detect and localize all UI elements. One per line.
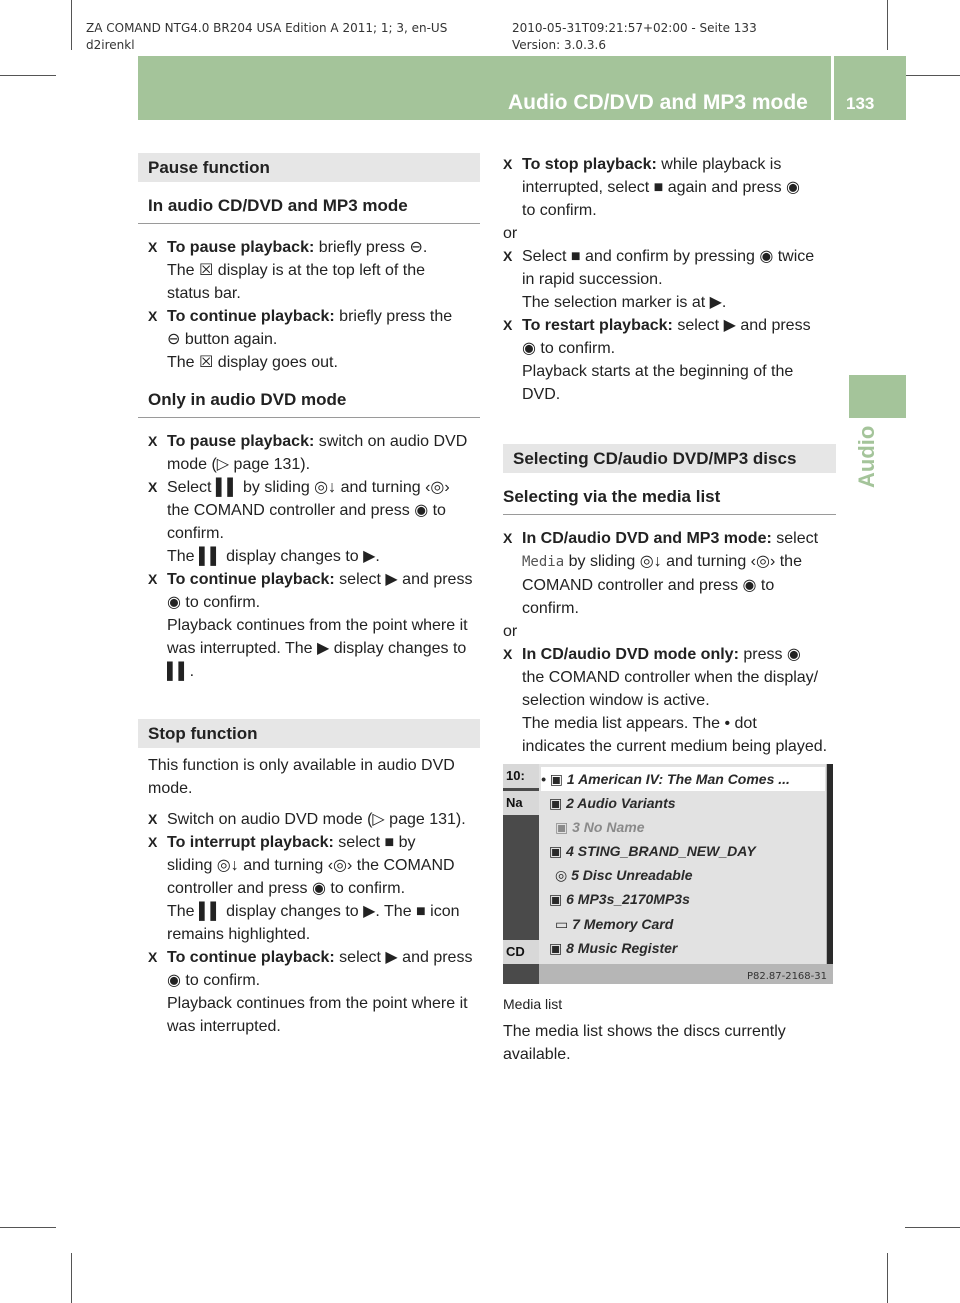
crop-mark [0,75,56,76]
subheading-dvd-only: Only in audio DVD mode [138,388,480,418]
image-code: P82.87-2168-31 [746,971,827,982]
image-caption: Media list [503,996,563,1012]
step-text: press ◉ [738,646,801,663]
step-arrow-icon: X [148,308,158,324]
step-text: interrupted, select ■ again and press ◉ [522,179,800,196]
step-text: briefly press ⊖. [314,239,428,256]
media-list-item: ▣ 6 MP3s_2170MP3s [549,891,690,907]
page-number: 133 [846,94,875,113]
step-text: select [771,530,819,547]
step-arrow-icon: X [503,317,513,333]
step-text: The ▌▌ display changes to ▶. [167,548,380,565]
step-text: ◉ to confirm. [522,340,616,357]
meta-right-line2: Version: 3.0.3.6 [512,38,606,52]
right-column [503,153,836,758]
step-item [148,831,480,946]
step-label: In CD/audio DVD and MP3 mode: [522,530,772,547]
step-arrow-icon: X [148,479,158,495]
media-list-item: • ▣ 1 American IV: The Man Comes ... [541,767,825,791]
step-text: in rapid succession. [522,271,663,288]
subheading-media-list: Selecting via the media list [503,485,836,515]
step-text: ▌▌. [167,663,195,680]
crop-mark [71,1253,72,1303]
step-text: DVD. [522,386,561,403]
step-item [148,568,480,683]
step-arrow-icon: X [148,239,158,255]
caption-body: The media list shows the discs currently available. [503,1023,786,1063]
step-text: Select ■ and confirm by pressing ◉ twice [522,248,815,265]
step-text: Playback starts at the beginning of the [522,363,794,380]
step-text: the COMAND controller when the display/ [522,669,819,686]
step-arrow-icon: X [503,646,513,662]
step-item [148,236,480,305]
meta-right [512,20,757,54]
step-text: Select ▌▌ by sliding ◎↓ and turning ‹◎› [167,479,450,496]
step-text: was interrupted. [167,1018,281,1035]
step-item [503,643,836,758]
step-item [148,808,480,831]
media-list-item: ▣ 8 Music Register [549,940,678,956]
step-label: To continue playback: [167,571,335,588]
step-text: status bar. [167,285,241,302]
step-text: ⊖ button again. [167,331,278,348]
screen-scrollbar [827,764,833,964]
step-item [503,527,836,620]
step-label: To continue playback: [167,949,335,966]
stop-intro: This function is only available in audio DVD [148,757,455,774]
subheading-cd-dvd-mp3: In audio CD/DVD and MP3 mode [138,194,480,224]
step-item [503,245,836,314]
chapter-label: Audio [854,425,879,488]
media-list-item: ◎ 5 Disc Unreadable [555,867,693,883]
step-item [148,430,480,476]
crop-mark [905,75,960,76]
step-item [503,314,836,406]
crop-mark [887,0,888,50]
step-text: The ☒ display is at the top left of the [167,262,426,279]
media-list-item: ▣ 4 STING_BRAND_NEW_DAY [549,843,756,859]
crop-mark [71,0,72,50]
step-text: Playback continues from the point where it [167,995,468,1012]
or-text: or [503,225,518,242]
step-text: select ■ by [333,834,416,851]
step-arrow-icon: X [503,156,513,172]
left-column [138,153,480,1038]
step-text: The ▌▌ display changes to ▶. The ■ icon [167,903,460,920]
step-label: To continue playback: [167,308,335,325]
header-separator [831,56,834,120]
step-label: To stop playback: [522,156,657,173]
step-text: Playback continues from the point where it [167,617,468,634]
step-text: ◉ to confirm. [167,594,261,611]
step-arrow-icon: X [148,433,158,449]
step-text: ◉ to confirm. [167,972,261,989]
step-text: The ☒ display goes out. [167,354,338,371]
step-label: In CD/audio DVD mode only: [522,646,739,663]
screen-left-cell: 10: [503,764,539,788]
meta-left-line1: ZA COMAND NTG4.0 BR204 USA Edition A 2011; 1; 3, en-US [86,21,448,35]
step-arrow-icon: X [148,811,158,827]
page-title: Audio CD/DVD and MP3 mode [508,91,808,114]
media-list-item: ▭ 7 Memory Card [555,916,674,932]
step-arrow-icon: X [148,571,158,587]
step-arrow-icon: X [148,834,158,850]
step-text: controller and press ◉ to confirm. [167,880,406,897]
step-label: To restart playback: [522,317,673,334]
step-text: select ▶ and press [334,571,473,588]
screen-left-cell: Na [503,791,539,815]
step-text: was interrupted. The ▶ display changes to [167,640,467,657]
step-item [503,153,836,222]
or-text: or [503,623,518,640]
meta-left [86,20,447,54]
step-item [148,946,480,1038]
section-heading-stop: Stop function [138,719,480,748]
step-text: mode (▷ page 131). [167,456,311,473]
crop-mark [887,1253,888,1303]
step-text: the COMAND controller and press ◉ to [167,502,446,519]
step-item [148,305,480,374]
step-text: The selection marker is at ▶. [522,294,727,311]
crop-mark [905,1227,960,1228]
step-text: indicates the current medium being played. [522,738,828,755]
step-text: by sliding ◎↓ and turning ‹◎› the [564,553,802,570]
step-arrow-icon: X [503,530,513,546]
display-text-media: Media [522,554,565,570]
step-text: select ▶ and press [672,317,811,334]
step-text: confirm. [522,600,579,617]
step-text: selection window is active. [522,692,710,709]
step-text: confirm. [167,525,224,542]
chapter-tab [849,375,906,418]
step-text: COMAND controller and press ◉ to [522,577,775,594]
step-arrow-icon: X [148,949,158,965]
step-text: Switch on audio DVD mode (▷ page 131). [167,811,466,828]
step-text: remains highlighted. [167,926,311,943]
crop-mark [0,1227,56,1228]
section-heading-pause: Pause function [138,153,480,182]
meta-right-line1: 2010-05-31T09:21:57+02:00 - Seite 133 [512,21,757,35]
step-text: while playback is [656,156,782,173]
media-list-screenshot [503,764,833,984]
media-list-item: ▣ 2 Audio Variants [549,795,676,811]
step-label: To interrupt playback: [167,834,334,851]
step-text: briefly press the [334,308,453,325]
step-label: To pause playback: [167,239,315,256]
meta-left-line2: d2irenkl [86,38,135,52]
step-item [148,476,480,568]
step-arrow-icon: X [503,248,513,264]
media-list-item: ▣ 3 No Name [555,819,645,835]
step-text: to confirm. [522,202,597,219]
step-text: switch on audio DVD [314,433,468,450]
section-heading-discs: Selecting CD/audio DVD/MP3 discs [503,444,836,473]
step-text: The media list appears. The • dot [522,715,757,732]
step-label: To pause playback: [167,433,315,450]
screen-left-cell: CD [503,940,539,964]
step-text: sliding ◎↓ and turning ‹◎› the COMAND [167,857,455,874]
step-text: select ▶ and press [334,949,473,966]
stop-intro: mode. [148,780,193,797]
